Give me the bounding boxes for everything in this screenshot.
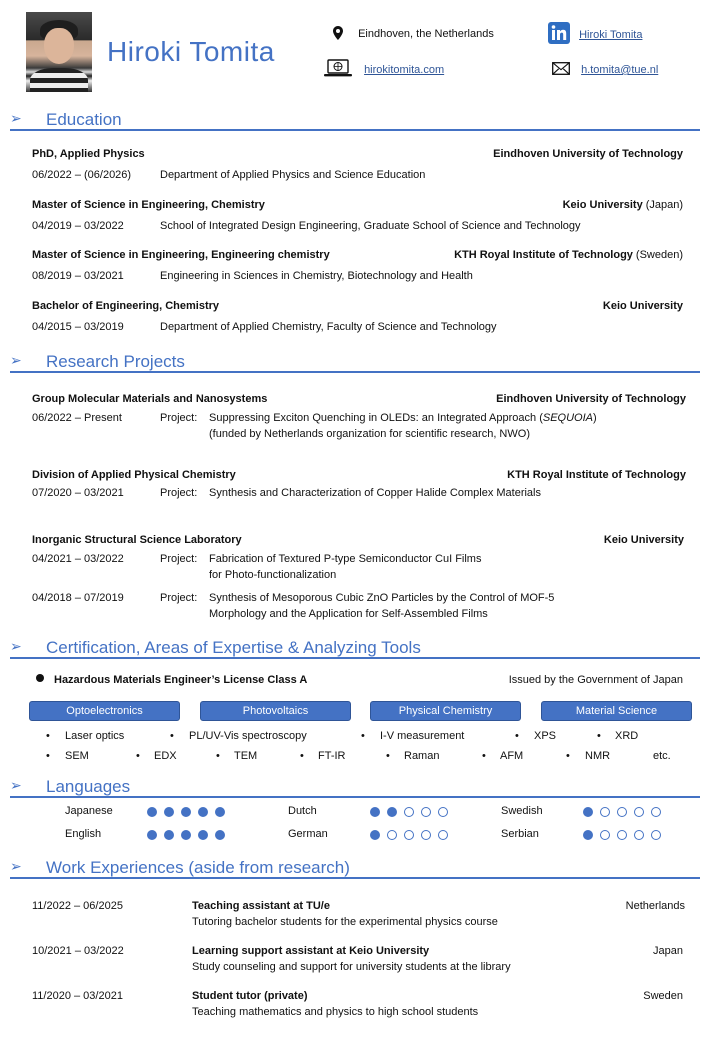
tool-item: Raman (404, 750, 440, 762)
tool-item: EDX (154, 750, 177, 762)
email-link[interactable]: h.tomita@tue.nl (581, 64, 659, 76)
project-dates: 06/2022 – Present (32, 412, 122, 424)
arrow-icon: ➢ (10, 352, 22, 368)
project-line1: Synthesis of Mesoporous Cubic ZnO Particles by the Control of MOF-5 (209, 592, 555, 604)
location-pin-icon (333, 26, 343, 40)
empty-dot-icon (617, 830, 627, 840)
project-line2: for Photo-functionalization (209, 569, 337, 581)
tool-item: AFM (500, 750, 524, 762)
laptop-globe-icon (324, 59, 352, 77)
school-country: (Sweden) (635, 249, 683, 261)
bullet-icon (36, 674, 44, 682)
lab-org: KTH Royal Institute of Technology (507, 469, 686, 481)
empty-dot-icon (421, 830, 431, 840)
work-desc: Tutoring bachelor students for the experimental physics course (192, 916, 498, 928)
degree: PhD, Applied Physics (32, 148, 145, 160)
lab-name: Division of Applied Physical Chemistry (32, 469, 236, 481)
research-section-header (10, 352, 700, 369)
project-line2: (funded by Netherlands organization for scientific research, NWO) (209, 428, 530, 440)
filled-dot-icon (198, 830, 208, 840)
work-section-header (10, 858, 700, 875)
section-divider (10, 371, 700, 373)
project-dates: 04/2021 – 03/2022 (32, 553, 124, 565)
lab-name: Inorganic Structural Science Laboratory (32, 534, 242, 546)
arrow-icon: ➢ (10, 110, 22, 126)
filled-dot-icon (181, 830, 191, 840)
degree: Master of Science in Engineering, Engineering chemistry (32, 249, 330, 261)
school-name: Keio University (602, 300, 683, 312)
empty-dot-icon (438, 807, 448, 817)
tool-item: XRD (615, 730, 639, 742)
tool-item: PL/UV-Vis spectroscopy (189, 730, 307, 742)
languages-title: Languages (46, 777, 131, 796)
linkedin[interactable] (548, 22, 642, 44)
section-divider (10, 796, 700, 798)
language-level (147, 829, 232, 841)
education-section-header (10, 110, 700, 127)
website-link[interactable]: hirokitomita.com (364, 64, 445, 76)
linkedin-link[interactable]: Hiroki Tomita (579, 29, 643, 41)
edu-detail: School of Integrated Design Engineering, Graduate School of Science and Technology (160, 220, 581, 232)
work-desc: Teaching mathematics and physics to high school students (192, 1006, 479, 1018)
work-dates: 11/2020 – 03/2021 (32, 990, 123, 1002)
school-name: Keio University (562, 199, 643, 211)
edu-dates: 04/2015 – 03/2019 (32, 321, 124, 333)
project-line1: Suppressing Exciton Quenching in OLEDs: an Integrated Approach (SEQUOIA) (209, 412, 597, 424)
arrow-icon: ➢ (10, 858, 22, 874)
project-line1: Fabrication of Textured P-type Semiconductor CuI Films (209, 553, 482, 565)
project-line1: Synthesis and Characterization of Copper Halide Complex Materials (209, 487, 541, 499)
school (563, 199, 683, 211)
mail-icon (552, 62, 570, 75)
lab-name: Group Molecular Materials and Nanosystems (32, 393, 268, 405)
lab-org: Keio University (603, 534, 684, 546)
work-country: Japan (653, 945, 683, 957)
filled-dot-icon (164, 807, 174, 817)
linkedin-icon[interactable] (548, 22, 570, 44)
edu-dates: 08/2019 – 03/2021 (32, 270, 124, 282)
project-label: Project: (160, 553, 198, 565)
tool-item: NMR (585, 750, 611, 762)
area-tag: Photovoltaics (200, 701, 351, 721)
tool-item: • (361, 730, 365, 742)
project-line2: Morphology and the Application for Self-Assembled Films (209, 608, 488, 620)
filled-dot-icon (370, 830, 380, 840)
edu-dates: 06/2022 – (06/2026) (32, 169, 132, 181)
language-name: Swedish (501, 805, 543, 817)
empty-dot-icon (600, 807, 610, 817)
website[interactable] (324, 59, 444, 77)
school-country: (Japan) (645, 199, 683, 211)
project-dates: 04/2018 – 07/2019 (32, 592, 124, 604)
tool-item: XPS (534, 730, 557, 742)
school-name: Eindhoven University of Technology (493, 148, 683, 160)
tool-item: • (386, 750, 390, 762)
language-name: English (65, 828, 102, 840)
filled-dot-icon (370, 807, 380, 817)
empty-dot-icon (404, 807, 414, 817)
degree: Bachelor of Engineering, Chemistry (32, 300, 220, 312)
work-role: Teaching assistant at TU/e (192, 900, 330, 912)
empty-dot-icon (634, 807, 644, 817)
filled-dot-icon (198, 807, 208, 817)
profile-photo (26, 12, 92, 92)
education-title: Education (46, 110, 122, 129)
tool-item: • (46, 730, 50, 742)
tool-item: • (216, 750, 220, 762)
tool-item: • (136, 750, 140, 762)
language-name: German (288, 828, 328, 840)
cert-section-header (10, 638, 700, 655)
language-name: Serbian (501, 828, 539, 840)
tool-item: • (482, 750, 486, 762)
work-country: Sweden (643, 990, 683, 1002)
section-divider (10, 657, 700, 659)
empty-dot-icon (404, 830, 414, 840)
work-dates: 11/2022 – 06/2025 (32, 900, 123, 912)
person-name: Hiroki Tomita (107, 36, 275, 67)
work-dates: 10/2021 – 03/2022 (32, 945, 124, 957)
work-role: Student tutor (private) (192, 990, 308, 1002)
language-level (370, 829, 455, 841)
empty-dot-icon (600, 830, 610, 840)
area-tag: Material Science (541, 701, 692, 721)
research-title: Research Projects (46, 352, 185, 371)
tool-item: • (300, 750, 304, 762)
language-level (583, 829, 668, 841)
work-role: Learning support assistant at Keio University (192, 945, 430, 957)
area-tag: Optoelectronics (29, 701, 180, 721)
filled-dot-icon (215, 807, 225, 817)
cert-title: Certification, Areas of Expertise & Analyzing Tools (46, 638, 421, 657)
school-name: KTH Royal Institute of Technology (454, 249, 633, 261)
language-name: Dutch (288, 805, 317, 817)
section-divider (10, 129, 700, 131)
work-title: Work Experiences (aside from research) (46, 858, 350, 877)
filled-dot-icon (583, 807, 593, 817)
empty-dot-icon (438, 830, 448, 840)
area-tag: Physical Chemistry (370, 701, 521, 721)
language-level (583, 806, 668, 818)
empty-dot-icon (617, 807, 627, 817)
edu-detail: Engineering in Sciences in Chemistry, Biotechnology and Health (160, 270, 473, 282)
tool-item: • (597, 730, 601, 742)
empty-dot-icon (651, 807, 661, 817)
work-country: Netherlands (625, 900, 685, 912)
degree: Master of Science in Engineering, Chemistry (32, 199, 265, 211)
filled-dot-icon (147, 830, 157, 840)
tool-item: FT-IR (318, 750, 346, 762)
arrow-icon: ➢ (10, 638, 22, 654)
filled-dot-icon (164, 830, 174, 840)
arrow-icon: ➢ (10, 777, 22, 793)
tool-item: • (46, 750, 50, 762)
tools-etc: etc. (653, 750, 671, 762)
lab-org: Eindhoven University of Technology (496, 393, 686, 405)
location-text: Eindhoven, the Netherlands (358, 28, 494, 40)
filled-dot-icon (181, 807, 191, 817)
empty-dot-icon (634, 830, 644, 840)
school (493, 148, 683, 160)
tool-item: • (515, 730, 519, 742)
work-desc: Study counseling and support for university students at the library (192, 961, 511, 973)
empty-dot-icon (387, 830, 397, 840)
tool-item: SEM (65, 750, 89, 762)
edu-detail: Department of Applied Physics and Science Education (160, 169, 426, 181)
email[interactable] (552, 62, 658, 76)
filled-dot-icon (583, 830, 593, 840)
tool-item: • (170, 730, 174, 742)
edu-dates: 04/2019 – 03/2022 (32, 220, 124, 232)
filled-dot-icon (215, 830, 225, 840)
empty-dot-icon (421, 807, 431, 817)
license: Hazardous Materials Engineer’s License Class A (54, 674, 308, 686)
license-issuer: Issued by the Government of Japan (508, 674, 683, 686)
project-dates: 07/2020 – 03/2021 (32, 487, 124, 499)
section-divider (10, 877, 700, 879)
school (454, 249, 683, 261)
filled-dot-icon (387, 807, 397, 817)
language-level (147, 806, 232, 818)
location (333, 26, 494, 40)
project-label: Project: (160, 592, 198, 604)
filled-dot-icon (147, 807, 157, 817)
tool-item: TEM (234, 750, 258, 762)
tool-item: Laser optics (65, 730, 125, 742)
project-label: Project: (160, 487, 198, 499)
language-name: Japanese (65, 805, 113, 817)
languages-section-header (10, 777, 700, 794)
tool-item: • (566, 750, 570, 762)
edu-detail: Department of Applied Chemistry, Faculty of Science and Technology (160, 321, 497, 333)
school (603, 300, 683, 312)
project-label: Project: (160, 412, 198, 424)
tool-item: I-V measurement (380, 730, 465, 742)
empty-dot-icon (651, 830, 661, 840)
language-level (370, 806, 455, 818)
